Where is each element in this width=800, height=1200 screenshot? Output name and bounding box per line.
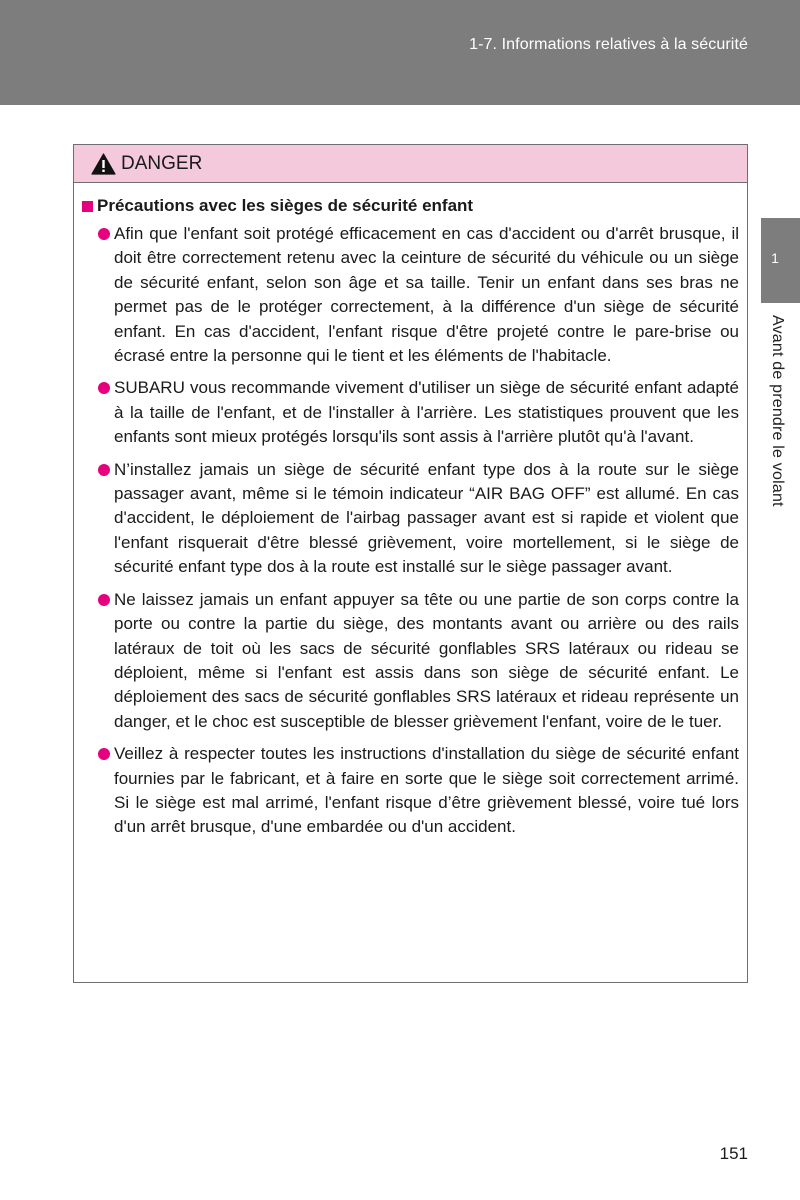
danger-header — [74, 145, 747, 183]
chapter-number: 1 — [771, 250, 779, 266]
list-item-text: Ne laissez jamais un enfant appuyer sa tête ou une partie de son corps contre la porte ou contre la partie du siège, des montants avant ou arrière ou des rails latéraux de toit où les sacs de sécurité gonflables SRS latéraux ou rideau se déploient, même si l'enfant est assis dans son siège de sécurité enfant. Le déploiement des sacs de sécurité gonflables SRS latéraux et rideau représente un danger, et le choc est susceptible de blesser grièvement l'enfant, voire de le tuer. — [114, 589, 739, 731]
list-item-text: Veillez à respecter toutes les instructions d'installation du siège de sécurité enfant fournies par le fabricant, et à faire en sorte que le siège soit correctement arrimé. Si le siège est mal arrimé, l'enfant risque d’être grièvement blessé, voire tué lors d'un arrêt brusque, d'une embardée ou d'un accident. — [114, 744, 739, 837]
page-number: 151 — [719, 1144, 748, 1163]
list-item — [82, 742, 739, 840]
bullet-dot-icon — [98, 382, 110, 394]
section-title: 1-7. Informations relatives à la sécurité — [469, 36, 748, 53]
list-item-text: N’installez jamais un siège de sécurité enfant type dos à la route sur le siège passager avant, même si le témoin indicateur “AIR BAG OFF” est allumé. En cas d'accident, le déploiement de l'airbag passager avant est si rapide et violent que l'enfant risquerait d'être blessé grièvement, voire mortellement, si le siège de sécurité enfant type dos à la route est installé sur le siège passager avant. — [114, 459, 739, 577]
list-item — [82, 588, 739, 734]
chapter-label: Avant de prendre le volant — [769, 315, 786, 507]
list-item — [82, 458, 739, 580]
danger-body — [74, 183, 747, 840]
list-item — [82, 376, 739, 449]
list-item-text: SUBARU vous recommande vivement d'utiliser un siège de sécurité enfant adapté à la taille de l'enfant, et de l'installer à l'arrière. Les statistiques prouvent que les enfants sont mieux protégés lorsqu'ils sont assis à l'arrière plutôt qu'à l'avant. — [114, 378, 739, 447]
section-heading — [82, 196, 739, 216]
warning-triangle-icon — [91, 153, 116, 175]
header-bar — [0, 0, 800, 105]
square-bullet-icon — [82, 201, 93, 212]
precaution-list — [82, 222, 739, 840]
bullet-dot-icon — [98, 748, 110, 760]
danger-title: DANGER — [121, 152, 203, 174]
danger-box — [73, 144, 748, 983]
section-heading-text: Précautions avec les sièges de sécurité enfant — [97, 196, 474, 215]
list-item — [82, 222, 739, 368]
bullet-dot-icon — [98, 228, 110, 240]
bullet-dot-icon — [98, 464, 110, 476]
list-item-text: Afin que l'enfant soit protégé efficacement en cas d'accident ou d'arrêt brusque, il doit être correctement retenu avec la ceinture de sécurité du véhicule ou un siège de sécurité enfant, selon son âge et sa taille. Tenir un enfant dans ses bras ne permet pas de le protéger correctement, à la différence d'un siège de sécurité enfant. En cas d'accident, l'enfant risque d'être projeté contre le pare-brise ou écrasé entre la personne qui le tient et les éléments de l'habitacle. — [114, 224, 739, 366]
chapter-tab — [761, 218, 800, 303]
bullet-dot-icon — [98, 594, 110, 606]
